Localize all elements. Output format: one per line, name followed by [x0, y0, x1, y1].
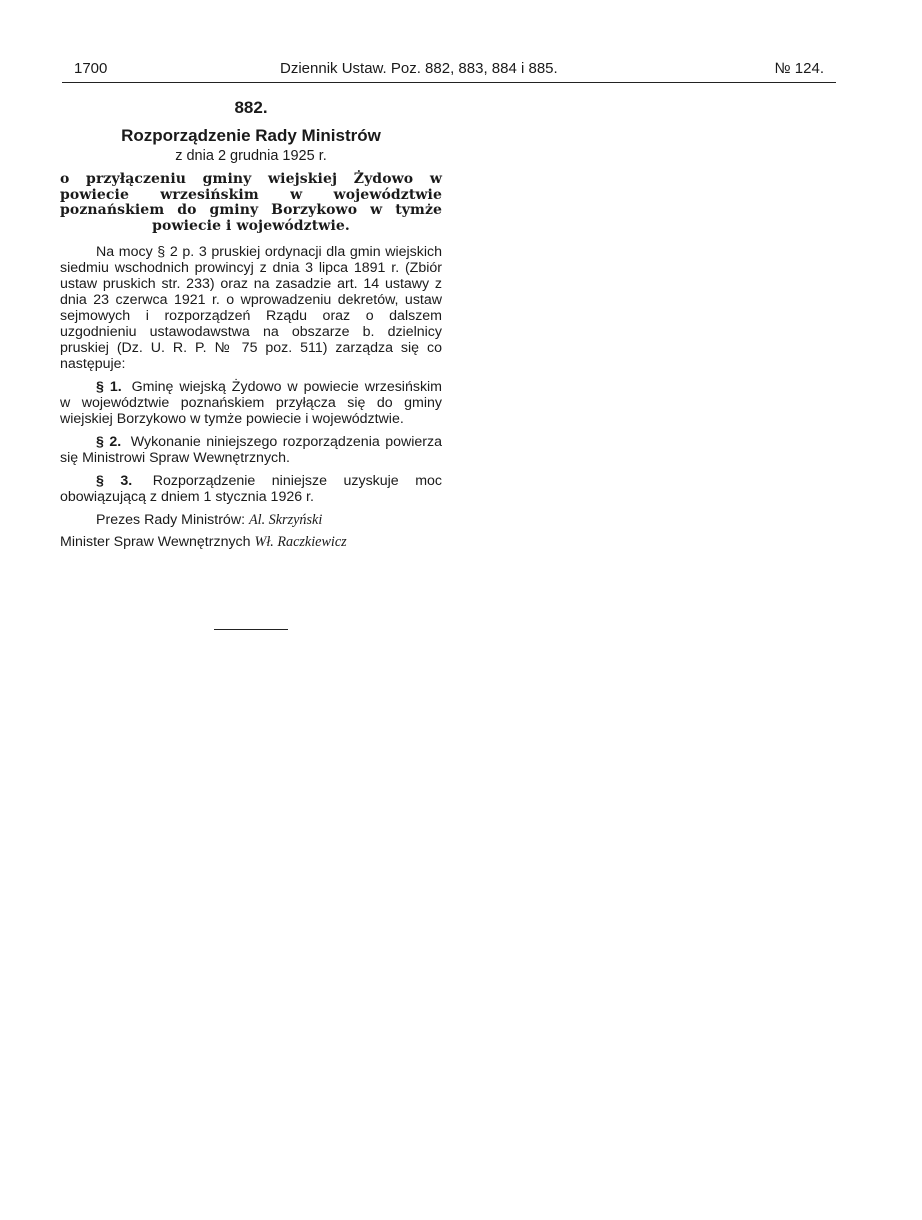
signature-name: Al. Skrzyński [248, 512, 323, 528]
page-header [62, 60, 826, 82]
section-2 [60, 434, 442, 466]
signature-role: Minister Spraw Wewnętrznych [60, 534, 251, 550]
page-number: 1700 [74, 60, 108, 77]
section-3 [60, 473, 442, 505]
signature-role: Prezes Rady Ministrów: [96, 512, 246, 528]
signature-name: Wł. Raczkiewicz [254, 534, 347, 550]
position-number: 882. [234, 98, 268, 117]
header-divider [62, 82, 836, 83]
act-subject: o przyłączeniu gminy wiejskiej Żydowo w powiecie wrzesińskim w województwie poznańskiem do gminy Borzykowo w tymże powiecie i województwie. [60, 171, 442, 234]
end-divider [214, 629, 288, 630]
signature-prime-minister [60, 512, 442, 528]
issue-number: № 124. [774, 60, 824, 77]
section-label: § 3. [96, 473, 133, 489]
journal-title: Dziennik Ustaw. Poz. 882, 883, 884 i 885. [280, 60, 558, 77]
act-date: z dnia 2 grudnia 1925 r. [175, 148, 327, 164]
section-label: § 2. [96, 434, 122, 450]
section-text: Wykonanie niniejszego rozporządzenia powierza się Ministrowi Spraw Wewnętrznych. [60, 434, 443, 466]
act-title: Rozporządzenie Rady Ministrów [121, 126, 381, 145]
preamble: Na mocy § 2 p. 3 pruskiej ordynacji dla gmin wiejskich siedmiu wschodnich prowincyj z dnia 3 lipca 1891 r. (Zbiór ustaw pruskich str. 233) oraz na zasadzie art. 14 ustawy z dnia 23 czerwca 1921 r. o wprowadzeniu dekretów, ustaw sejmowych i rozporządzeń Rządu oraz o dalszem uzgodnieniu ustawodawstwa na obszarze b. dzielnicy pruskiej (Dz. U. R. P. № 75 poz. 511) zarządza się co następuje: [60, 244, 442, 372]
section-text: Rozporządzenie niniejsze uzyskuje moc obowiązującą z dniem 1 stycznia 1926 r. [60, 473, 442, 505]
article-column [60, 96, 442, 550]
section-text: Gminę wiejską Żydowo w powiecie wrzesińskim w województwie poznańskiem przyłącza się do gminy wiejskiej Borzykowo w tymże powiecie i województwie. [60, 379, 443, 427]
signature-interior-minister [60, 534, 442, 550]
section-1 [60, 379, 442, 427]
section-label: § 1. [96, 379, 122, 395]
